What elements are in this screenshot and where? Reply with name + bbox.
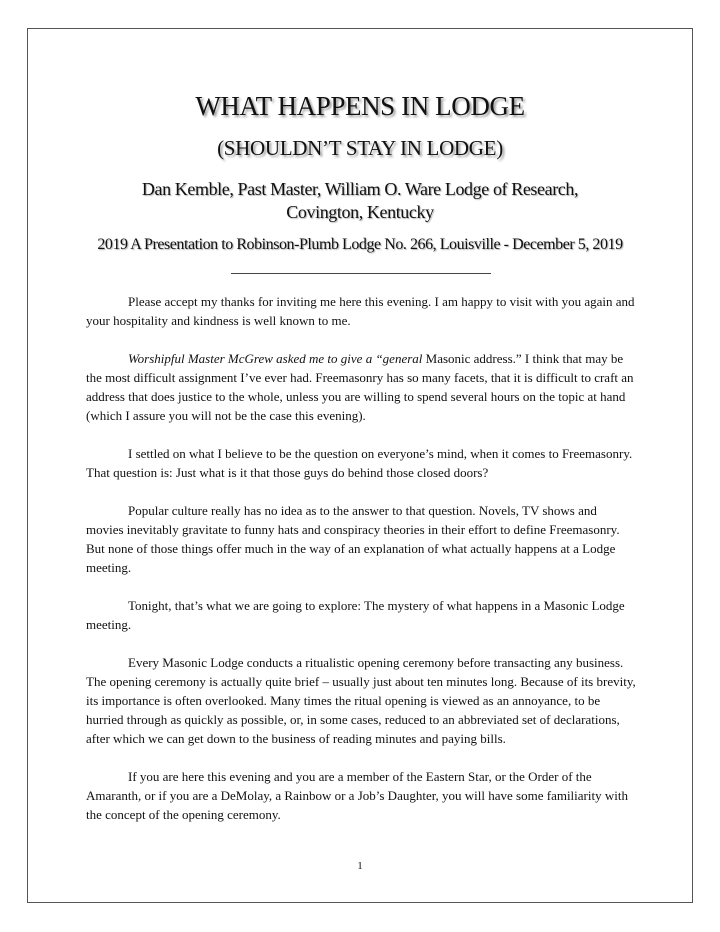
paragraph-2-text: Masonic address.” I think that may be the most difficult assignment I’ve ever had. Freemasonry has so many facets, that it is difficult to craft an address that does justice to the whole, unless you are willing to spend several hours on the topic at hand (which I assure you will not be the case this evening). (86, 351, 634, 423)
divider-rule (231, 273, 491, 274)
paragraph-6: Every Masonic Lodge conducts a ritualistic opening ceremony before transacting any business. The opening ceremony is actually quite brief – usually just about ten minutes long. Because of its brevity, its importance is often overlooked. Many times the ritual opening is viewed as an annoyance, to be hurried through as quickly as possible, or, in some cases, reduced to an abbreviated set of declarations, after which we can get down to the business of reading minutes and paying bills. (86, 655, 636, 746)
document-subtitle: (SHOULDN’T STAY IN LODGE) (217, 136, 503, 160)
document-title: WHAT HAPPENS IN LODGE (195, 91, 525, 121)
paragraph-2 (86, 349, 636, 425)
paragraph-3: I settled on what I believe to be the question on everyone’s mind, when it comes to Freemasonry. That question is: Just what is it that those guys do behind those closed doors? (86, 446, 633, 480)
page-number: 1 (357, 860, 363, 872)
body-text (86, 292, 636, 843)
presentation-line: 2019 A Presentation to Robinson-Plumb Lodge No. 266, Louisville - December 5, 2019 (97, 236, 623, 253)
paragraph-2-italic: Worshipful Master McGrew asked me to give a “general (128, 351, 423, 366)
author-block (0, 178, 720, 224)
paragraph-5: Tonight, that’s what we are going to explore: The mystery of what happens in a Masonic Lodge meeting. (86, 598, 625, 632)
author-line-1: Dan Kemble, Past Master, William O. Ware Lodge of Research, (141, 179, 579, 199)
paragraph-4: Popular culture really has no idea as to the answer to that question. Novels, TV shows and movies inevitably gravitate to funny hats and conspiracy theories in their effort to define Freemasonry. But none of those things offer much in the way of an explanation of what actually happens at a Lodge meeting. (86, 503, 620, 575)
paragraph-1: Please accept my thanks for inviting me here this evening. I am happy to visit with you again and your hospitality and kindness is well known to me. (86, 294, 635, 328)
author-line-2: Covington, Kentucky (286, 202, 434, 222)
paragraph-7: If you are here this evening and you are a member of the Eastern Star, or the Order of the Amaranth, or if you are a DeMolay, a Rainbow or a Job’s Daughter, you will have some familiarity with the concept of the opening ceremony. (86, 769, 628, 822)
